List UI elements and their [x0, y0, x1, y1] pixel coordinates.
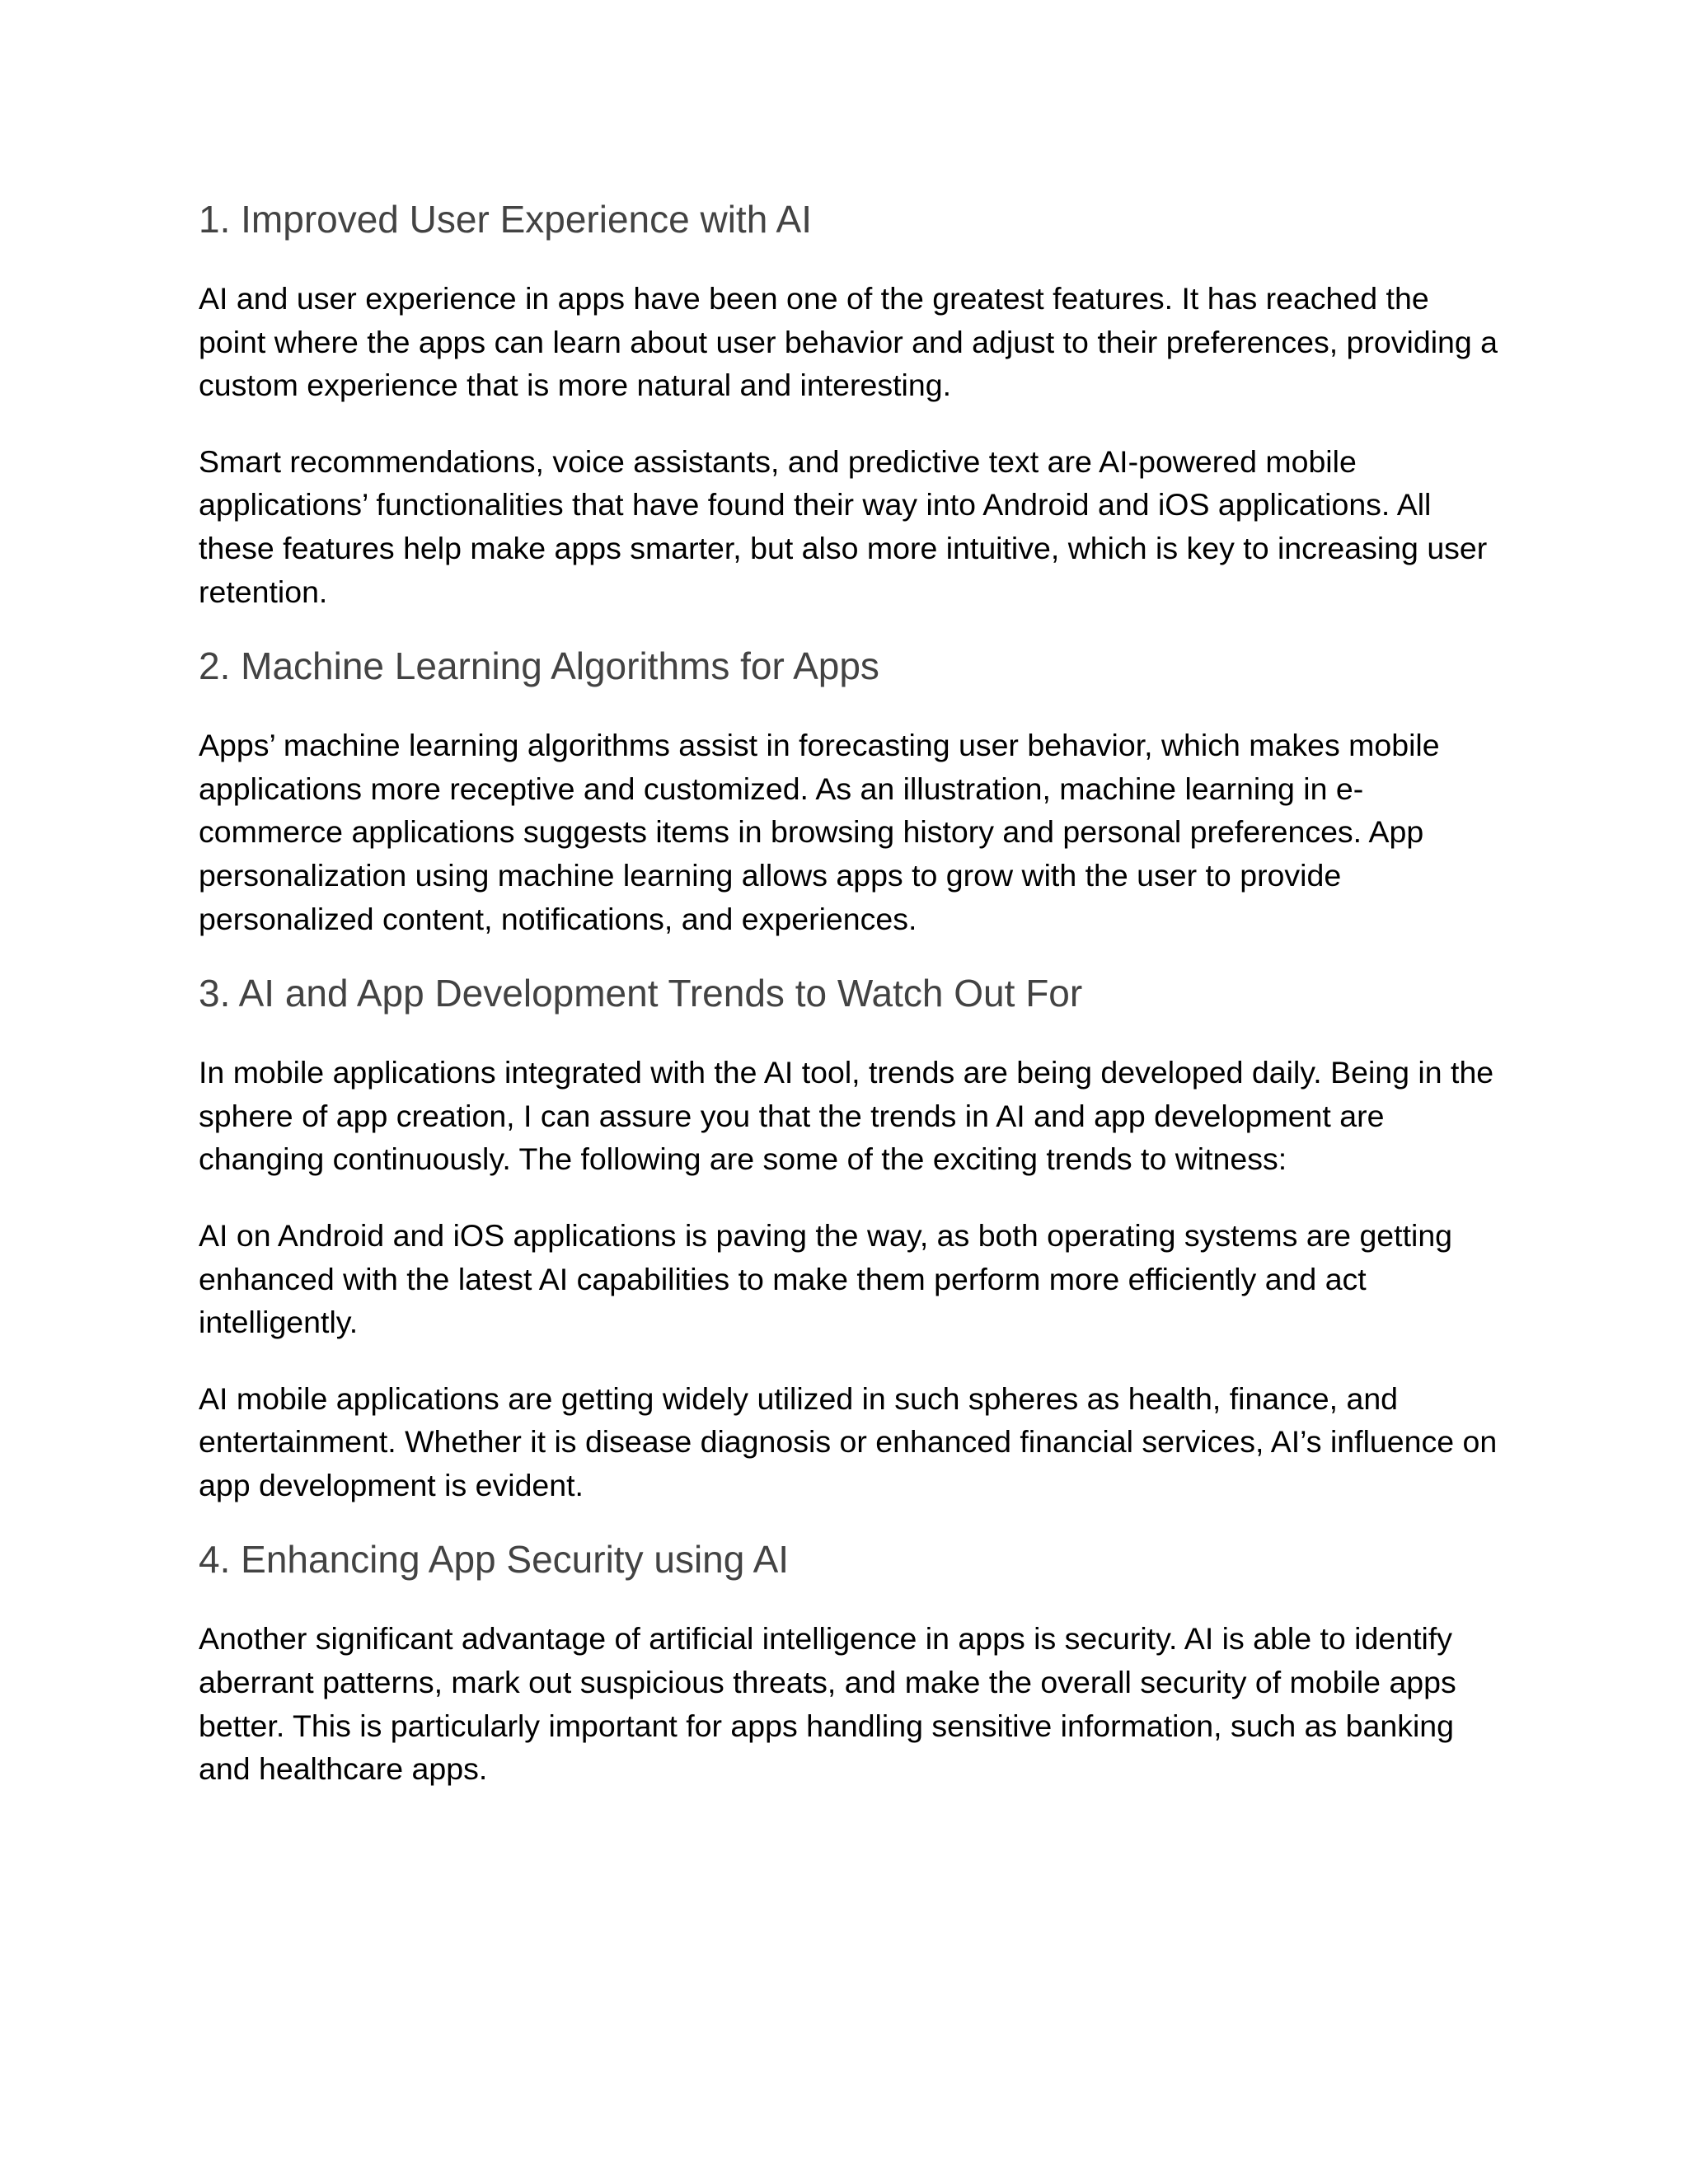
section-heading-4: 4. Enhancing App Security using AI [199, 1538, 790, 1582]
paragraph: AI on Android and iOS applications is paving the way, as both operating systems are getting enhanced with the latest AI capabilities to make them perform more efficiently and act intelligently. [199, 1217, 1453, 1340]
section-heading-3: 3. AI and App Development Trends to Watch Out For [199, 972, 1083, 1015]
paragraph: Apps’ machine learning algorithms assist in forecasting user behavior, which makes mobile applications more receptive and customized. As an illustration, machine learning in e-commerce applications suggests items in browsing history and personal preferences. App personalization using machine learning allows apps to grow with the user to provide personalized content, notifications, and experiences. [199, 728, 1440, 936]
paragraph: Another significant advantage of artificial intelligence in apps is security. AI is able to identify aberrant patterns, mark out suspicious threats, and make the overall security of mobile apps better. This is particularly important for apps handling sensitive information, such as banking and healthcare apps. [199, 1621, 1456, 1787]
paragraph: In mobile applications integrated with the AI tool, trends are being developed daily. Being in the sphere of app creation, I can assure you that the trends in AI and app development are changing continuously. The following are some of the exciting trends to witness: [199, 1055, 1494, 1177]
section-heading-2: 2. Machine Learning Algorithms for Apps [199, 644, 879, 688]
section-heading-1: 1. Improved User Experience with AI [199, 198, 812, 241]
document-body [199, 196, 1501, 1791]
paragraph: AI and user experience in apps have been one of the greatest features. It has reached the point where the apps can learn about user behavior and adjust to their preferences, providing a custom experience that is more natural and interesting. [199, 281, 1498, 403]
paragraph: AI mobile applications are getting widely utilized in such spheres as health, finance, and entertainment. Whether it is disease diagnosis or enhanced financial services, AI’s influence on app development is evident. [199, 1380, 1498, 1502]
paragraph: Smart recommendations, voice assistants, and predictive text are AI-powered mobile applications’ functionalities that have found their way into Android and iOS applications. All these features help make apps smarter, but also more intuitive, which is key to increasing user retention. [199, 443, 1488, 609]
